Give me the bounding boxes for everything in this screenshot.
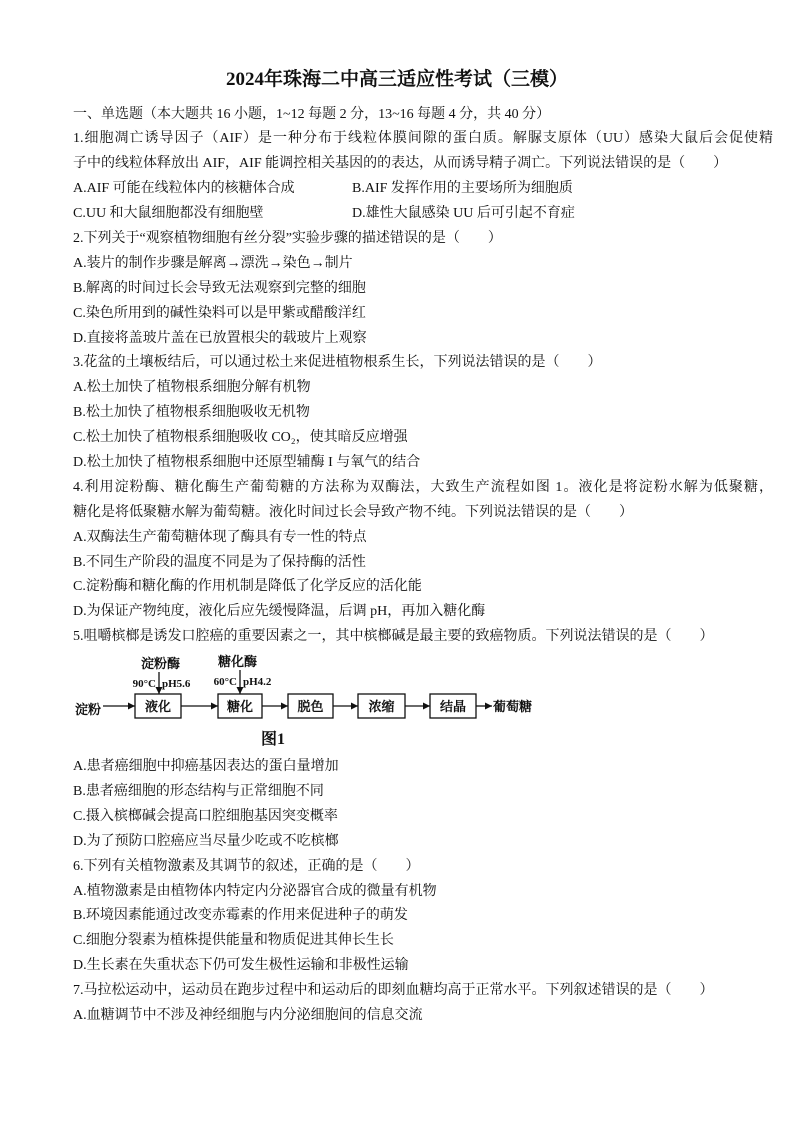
question-4 xyxy=(73,476,773,625)
question-3-stem: 3.花盆的土壤板结后，可以通过松土来促进植物根系生长，下列说法错误的是（ ） xyxy=(73,355,602,371)
section-heading: 一、单选题（本大题共 16 小题，1~12 每题 2 分，13~16 每题 4 分，共 40 分） xyxy=(73,106,551,122)
figure-1 xyxy=(73,650,773,755)
question-3 xyxy=(73,351,773,475)
question-2-option-a: A.装片的制作步骤是解离→漂洗→染色→制片 xyxy=(73,255,353,271)
question-4-option-d: D.为保证产物纯度，液化后应先缓慢降温，后调 pH，再加入糖化酶 xyxy=(73,604,486,620)
step-label-concentration: 浓缩 xyxy=(368,699,395,715)
question-4-option-c: C.淀粉酶和糖化酶的作用机制是降低了化学反应的活化能 xyxy=(73,579,422,595)
question-7-stem: 7.马拉松运动中，运动员在跑步过程中和运动后的即刻血糖均高于正常水平。下列叙述错误的是（ ） xyxy=(73,983,714,999)
question-1 xyxy=(73,127,773,227)
figure-caption: 图1 xyxy=(260,731,286,749)
question-3-option-b: B.松土加快了植物根系细胞吸收无机物 xyxy=(73,405,310,421)
flow-diagram xyxy=(0,650,794,755)
question-4-stem-line-1: 4.利用淀粉酶、糖化酶生产葡萄糖的方法称为双酶法，大致生产流程如图 1。液化是将淀粉水解为低聚糖， xyxy=(73,479,773,495)
question-2-option-b: B.解离的时间过长会导致无法观察到完整的细胞 xyxy=(73,280,366,296)
exam-content xyxy=(73,103,773,1029)
question-1-option-a: A.AIF 可能在线粒体内的核糖体合成 xyxy=(73,181,295,197)
question-5-option-d: D.为了预防口腔癌应当尽量少吃或不吃槟榔 xyxy=(73,833,339,849)
question-5-stem: 5.咀嚼槟榔是诱发口腔癌的重要因素之一，其中槟榔碱是最主要的致癌物质。下列说法错误的是（ ） xyxy=(73,629,714,645)
enzyme-1-name: 淀粉酶 xyxy=(141,656,181,672)
question-5 xyxy=(73,625,773,854)
question-6-option-d: D.生长素在失重状态下仍可发生极性运输和非极性运输 xyxy=(73,958,409,974)
step-label-saccharification: 糖化 xyxy=(226,699,254,715)
question-1-option-row-1 xyxy=(73,177,773,202)
question-7 xyxy=(73,979,773,1029)
enzyme-2-temperature: 60°C xyxy=(213,676,237,689)
question-1-option-b: B.AIF 发挥作用的主要场所为细胞质 xyxy=(352,181,573,197)
question-3-option-a: A.松土加快了植物根系细胞分解有机物 xyxy=(73,380,311,396)
question-5-option-b: B.患者癌细胞的形态结构与正常细胞不同 xyxy=(73,783,324,799)
enzyme-1-ph: pH5.6 xyxy=(162,678,191,691)
question-1-option-row-2 xyxy=(73,202,773,227)
question-6-stem: 6.下列有关植物激素及其调节的叙述，正确的是（ ） xyxy=(73,858,420,874)
question-3-option-d: D.松土加快了植物根系细胞中还原型辅酶 I 与氧气的结合 xyxy=(73,454,421,470)
question-7-option-a: A.血糖调节中不涉及神经细胞与内分泌细胞间的信息交流 xyxy=(73,1008,423,1023)
question-5-option-a: A.患者癌细胞中抑癌基因表达的蛋白量增加 xyxy=(73,759,339,775)
question-4-option-a: A.双酶法生产葡萄糖体现了酶具有专一性的特点 xyxy=(73,529,367,545)
flow-input-label: 淀粉 xyxy=(75,702,102,718)
question-6-option-c: C.细胞分裂素为植株提供能量和物质促进其伸长生长 xyxy=(73,933,394,949)
question-2-option-c: C.染色所用到的碱性染料可以是甲紫或醋酸洋红 xyxy=(73,305,366,321)
question-3-option-c: C.松土加快了植物根系细胞吸收 CO₂，使其暗反应增强 xyxy=(73,430,408,446)
question-4-stem-line-2: 糖化是将低聚糖水解为葡萄糖。液化时间过长会导致产物不纯。下列说法错误的是（ ） xyxy=(73,504,633,520)
step-label-decolorization: 脱色 xyxy=(297,699,324,715)
flow-output-label: 葡萄糖 xyxy=(493,699,533,715)
question-2-option-d: D.直接将盖玻片盖在已放置根尖的载玻片上观察 xyxy=(73,330,367,346)
question-1-option-c: C.UU 和大鼠细胞都没有细胞壁 xyxy=(73,206,264,222)
question-1-stem-line-1: 1.细胞凋亡诱导因子（AIF）是一种分布于线粒体膜间隙的蛋白质。解脲支原体（UU）感染大鼠后会促使精 xyxy=(73,131,773,147)
step-label-crystallization: 结晶 xyxy=(439,699,467,715)
exam-title: 2024年珠海二中高三适应性考试（三模） xyxy=(225,69,568,90)
question-2 xyxy=(73,227,773,351)
enzyme-2-ph: pH4.2 xyxy=(243,676,272,689)
question-6-option-b: B.环境因素能通过改变赤霉素的作用来促进种子的萌发 xyxy=(73,908,408,924)
question-1-option-d: D.雄性大鼠感染 UU 后可引起不育症 xyxy=(352,206,575,222)
step-label-liquefaction: 液化 xyxy=(144,699,172,715)
question-1-stem-line-2: 子中的线粒体释放出 AIF，AIF 能调控相关基因的的表达，从而诱导精子凋亡。下列说法错误的是（ ） xyxy=(73,156,728,172)
question-6-option-a: A.植物激素是由植物体内特定内分泌器官合成的微量有机物 xyxy=(73,883,437,899)
question-6 xyxy=(73,855,773,979)
enzyme-2-name: 糖化酶 xyxy=(218,654,258,670)
question-4-option-b: B.不同生产阶段的温度不同是为了保持酶的活性 xyxy=(73,554,366,570)
question-5-option-c: C.摄入槟榔碱会提高口腔细胞基因突变概率 xyxy=(73,808,338,824)
question-2-stem: 2.下列关于“观察植物细胞有丝分裂”实验步骤的描述错误的是（ ） xyxy=(73,230,502,246)
enzyme-1-temperature: 90°C xyxy=(132,678,156,691)
